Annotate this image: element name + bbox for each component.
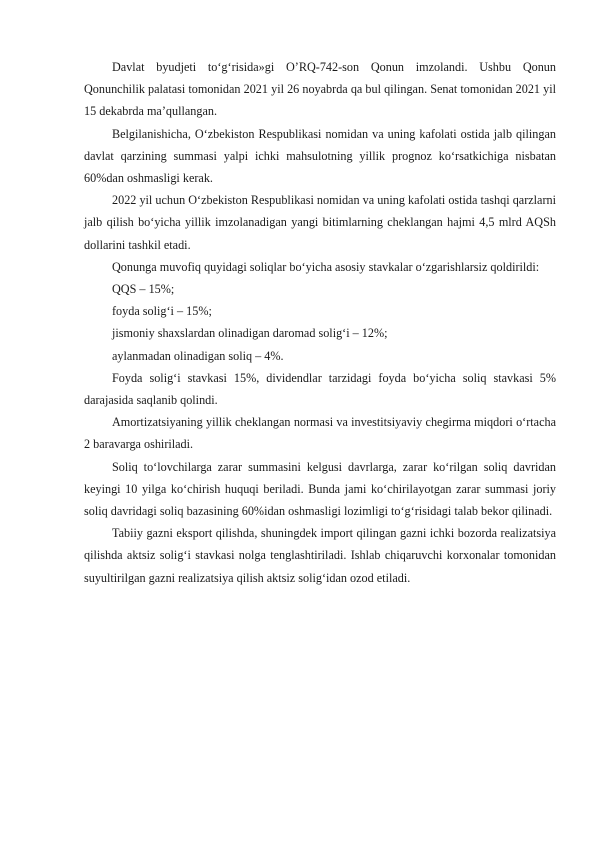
list-item-income-tax: jismoniy shaxslardan olinadigan daromad soligʻi – 12%;: [112, 326, 388, 341]
paragraph-debt-limit: Belgilanishicha, Oʻzbekiston Respublikasi nomidan va uning kafolati ostida jalb qilingan davlat qarzining summasi yalpi ichki mahsulotning yillik prognoz koʻrsatkichiga nisbatan 60%dan oshmasligi kerak.: [84, 126, 556, 186]
paragraph-tax-rates-intro: Qonunga muvofiq quyidagi soliqlar boʻyicha asosiy stavkalar oʻzgarishlarsiz qoldirildi:: [112, 259, 540, 274]
list-item-vat: QQS – 15%;: [112, 282, 175, 297]
paragraph-amortization: Amortizatsiyaning yillik cheklangan normasi va investitsiyaviy chegirma miqdori oʻrtacha 2 baravarga oshiriladi.: [84, 415, 556, 452]
paragraph-loss-carryforward: Soliq toʻlovchilarga zarar summasini kelgusi davrlarga, zarar koʻrilgan soliq davridan keyingi 10 yilga koʻchirish huquqi beriladi. Bunda jami koʻchirilayotgan zarar summasi joriy soliq davridagi soliq bazasining 60%idan oshmasligi lozimligi toʻgʻrisidagi talab bekor qilinadi.: [84, 459, 556, 519]
paragraph-dividend-tax: Foyda soligʻi stavkasi 15%, dividendlar tarzidagi foyda boʻyicha soliq stavkasi 5% darajasida saqlanib qolindi.: [84, 370, 556, 408]
paragraph-external-loans: 2022 yil uchun Oʻzbekiston Respublikasi nomidan va uning kafolati ostida tashqi qarzlarni jalb qilish boʻyicha yillik imzolanadigan yangi bitimlarning cheklangan hajmi 4,5 mlrd AQSh dollarini tashkil etadi.: [84, 193, 556, 252]
list-item-turnover-tax: aylanmadan olinadigan soliq – 4%.: [112, 348, 284, 363]
paragraph-budget-law: Davlat byudjeti toʻgʻrisida»gi OʼRQ-742-son Qonun imzolandi. Ushbu Qonun Qonunchilik palatasi tomonidan 2021 yil 26 noyabrda qa bul qilingan. Senat tomonidan 2021 yil 15 dekabrda maʼqullangan.: [84, 60, 556, 119]
document-page: [84, 56, 556, 589]
list-item-profit-tax: foyda soligʻi – 15%;: [112, 304, 212, 319]
paragraph-gas-excise: Tabiiy gazni eksport qilishda, shuningdek import qilingan gazni ichki bozorda realizatsiya qilishda aktsiz soligʻi stavkasi nolga tenglashtiriladi. Ishlab chiqaruvchi korxonalar tomonidan suyultirilgan gazni realizatsiya qilish aktsiz soligʻidan ozod etiladi.: [84, 526, 556, 585]
